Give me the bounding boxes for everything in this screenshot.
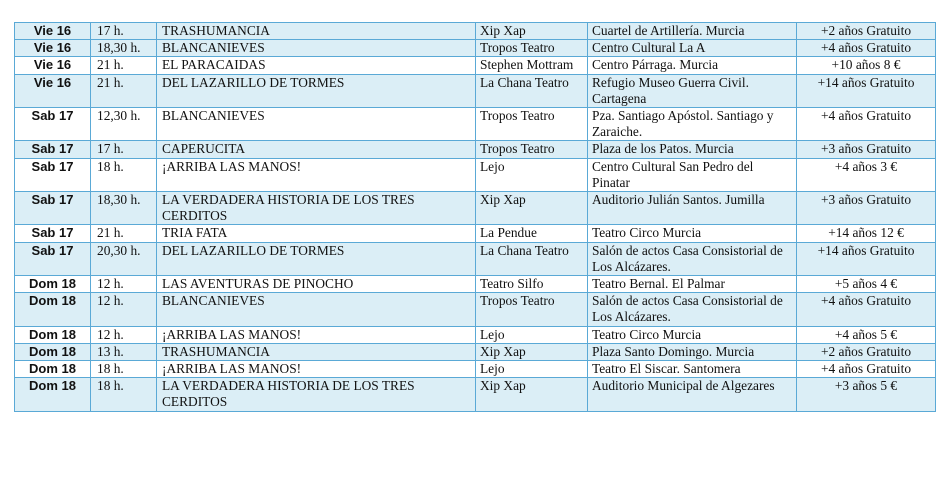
- table-row: [15, 242, 936, 275]
- title-cell: TRIA FATA: [157, 225, 476, 242]
- price-cell: +4 años Gratuito: [797, 293, 936, 326]
- price-cell: +14 años 12 €: [797, 225, 936, 242]
- company-cell: Tropos Teatro: [476, 293, 588, 326]
- day-cell: Vie 16: [15, 57, 91, 74]
- price-cell: +3 años 5 €: [797, 378, 936, 411]
- company-cell: Tropos Teatro: [476, 108, 588, 141]
- price-cell: +4 años Gratuito: [797, 40, 936, 57]
- table-row: [15, 192, 936, 225]
- venue-cell: Teatro Circo Murcia: [588, 326, 797, 343]
- time-cell: 12,30 h.: [91, 108, 157, 141]
- table-row: [15, 141, 936, 158]
- time-cell: 20,30 h.: [91, 242, 157, 275]
- title-cell: ¡ARRIBA LAS MANOS!: [157, 326, 476, 343]
- price-cell: +3 años Gratuito: [797, 192, 936, 225]
- price-cell: +4 años 3 €: [797, 158, 936, 191]
- table-row: [15, 343, 936, 360]
- price-cell: +5 años 4 €: [797, 276, 936, 293]
- venue-cell: Pza. Santiago Apóstol. Santiago y Zaraiche.: [588, 108, 797, 141]
- price-cell: +14 años Gratuito: [797, 242, 936, 275]
- venue-cell: Teatro El Siscar. Santomera: [588, 361, 797, 378]
- venue-cell: Centro Cultural La A: [588, 40, 797, 57]
- time-cell: 18 h.: [91, 361, 157, 378]
- time-cell: 17 h.: [91, 23, 157, 40]
- company-cell: Tropos Teatro: [476, 141, 588, 158]
- schedule-body: [15, 23, 936, 412]
- title-cell: CAPERUCITA: [157, 141, 476, 158]
- time-cell: 18 h.: [91, 158, 157, 191]
- venue-cell: Auditorio Julián Santos. Jumilla: [588, 192, 797, 225]
- venue-cell: Refugio Museo Guerra Civil. Cartagena: [588, 74, 797, 107]
- price-cell: +4 años Gratuito: [797, 108, 936, 141]
- price-cell: +3 años Gratuito: [797, 141, 936, 158]
- table-row: [15, 225, 936, 242]
- time-cell: 18 h.: [91, 378, 157, 411]
- venue-cell: Salón de actos Casa Consistorial de Los Alcázares.: [588, 242, 797, 275]
- title-cell: TRASHUMANCIA: [157, 23, 476, 40]
- day-cell: Sab 17: [15, 141, 91, 158]
- day-cell: Sab 17: [15, 192, 91, 225]
- company-cell: La Chana Teatro: [476, 242, 588, 275]
- day-cell: Sab 17: [15, 242, 91, 275]
- price-cell: +10 años 8 €: [797, 57, 936, 74]
- title-cell: LA VERDADERA HISTORIA DE LOS TRES CERDITOS: [157, 192, 476, 225]
- time-cell: 12 h.: [91, 276, 157, 293]
- price-cell: +4 años Gratuito: [797, 361, 936, 378]
- company-cell: Xip Xap: [476, 23, 588, 40]
- table-row: [15, 57, 936, 74]
- title-cell: ¡ARRIBA LAS MANOS!: [157, 158, 476, 191]
- title-cell: BLANCANIEVES: [157, 108, 476, 141]
- price-cell: +14 años Gratuito: [797, 74, 936, 107]
- table-row: [15, 326, 936, 343]
- time-cell: 17 h.: [91, 141, 157, 158]
- day-cell: Dom 18: [15, 326, 91, 343]
- venue-cell: Centro Cultural San Pedro del Pinatar: [588, 158, 797, 191]
- venue-cell: Teatro Circo Murcia: [588, 225, 797, 242]
- title-cell: DEL LAZARILLO DE TORMES: [157, 74, 476, 107]
- table-top-margin: [14, 0, 935, 22]
- time-cell: 13 h.: [91, 343, 157, 360]
- time-cell: 21 h.: [91, 74, 157, 107]
- company-cell: Xip Xap: [476, 378, 588, 411]
- company-cell: Lejo: [476, 158, 588, 191]
- company-cell: La Chana Teatro: [476, 74, 588, 107]
- table-row: [15, 74, 936, 107]
- venue-cell: Cuartel de Artillería. Murcia: [588, 23, 797, 40]
- venue-cell: Salón de actos Casa Consistorial de Los Alcázares.: [588, 293, 797, 326]
- day-cell: Dom 18: [15, 276, 91, 293]
- company-cell: Teatro Silfo: [476, 276, 588, 293]
- venue-cell: Plaza de los Patos. Murcia: [588, 141, 797, 158]
- time-cell: 12 h.: [91, 326, 157, 343]
- venue-cell: Plaza Santo Domingo. Murcia: [588, 343, 797, 360]
- company-cell: Lejo: [476, 326, 588, 343]
- day-cell: Sab 17: [15, 225, 91, 242]
- day-cell: Vie 16: [15, 74, 91, 107]
- table-row: [15, 276, 936, 293]
- time-cell: 21 h.: [91, 225, 157, 242]
- day-cell: Vie 16: [15, 23, 91, 40]
- time-cell: 12 h.: [91, 293, 157, 326]
- table-row: [15, 108, 936, 141]
- company-cell: Tropos Teatro: [476, 40, 588, 57]
- day-cell: Sab 17: [15, 108, 91, 141]
- title-cell: EL PARACAIDAS: [157, 57, 476, 74]
- table-row: [15, 378, 936, 411]
- title-cell: BLANCANIEVES: [157, 40, 476, 57]
- schedule-table: [14, 22, 936, 412]
- table-row: [15, 361, 936, 378]
- venue-cell: Centro Párraga. Murcia: [588, 57, 797, 74]
- title-cell: DEL LAZARILLO DE TORMES: [157, 242, 476, 275]
- company-cell: Xip Xap: [476, 192, 588, 225]
- title-cell: BLANCANIEVES: [157, 293, 476, 326]
- company-cell: Xip Xap: [476, 343, 588, 360]
- price-cell: +2 años Gratuito: [797, 23, 936, 40]
- table-row: [15, 40, 936, 57]
- day-cell: Sab 17: [15, 158, 91, 191]
- title-cell: LAS AVENTURAS DE PINOCHO: [157, 276, 476, 293]
- time-cell: 21 h.: [91, 57, 157, 74]
- price-cell: +4 años 5 €: [797, 326, 936, 343]
- title-cell: ¡ARRIBA LAS MANOS!: [157, 361, 476, 378]
- title-cell: TRASHUMANCIA: [157, 343, 476, 360]
- table-row: [15, 293, 936, 326]
- day-cell: Vie 16: [15, 40, 91, 57]
- company-cell: Lejo: [476, 361, 588, 378]
- time-cell: 18,30 h.: [91, 40, 157, 57]
- venue-cell: Auditorio Municipal de Algezares: [588, 378, 797, 411]
- day-cell: Dom 18: [15, 293, 91, 326]
- day-cell: Dom 18: [15, 378, 91, 411]
- time-cell: 18,30 h.: [91, 192, 157, 225]
- day-cell: Dom 18: [15, 361, 91, 378]
- table-row: [15, 158, 936, 191]
- price-cell: +2 años Gratuito: [797, 343, 936, 360]
- company-cell: Stephen Mottram: [476, 57, 588, 74]
- venue-cell: Teatro Bernal. El Palmar: [588, 276, 797, 293]
- day-cell: Dom 18: [15, 343, 91, 360]
- title-cell: LA VERDADERA HISTORIA DE LOS TRES CERDITOS: [157, 378, 476, 411]
- company-cell: La Pendue: [476, 225, 588, 242]
- table-row: [15, 23, 936, 40]
